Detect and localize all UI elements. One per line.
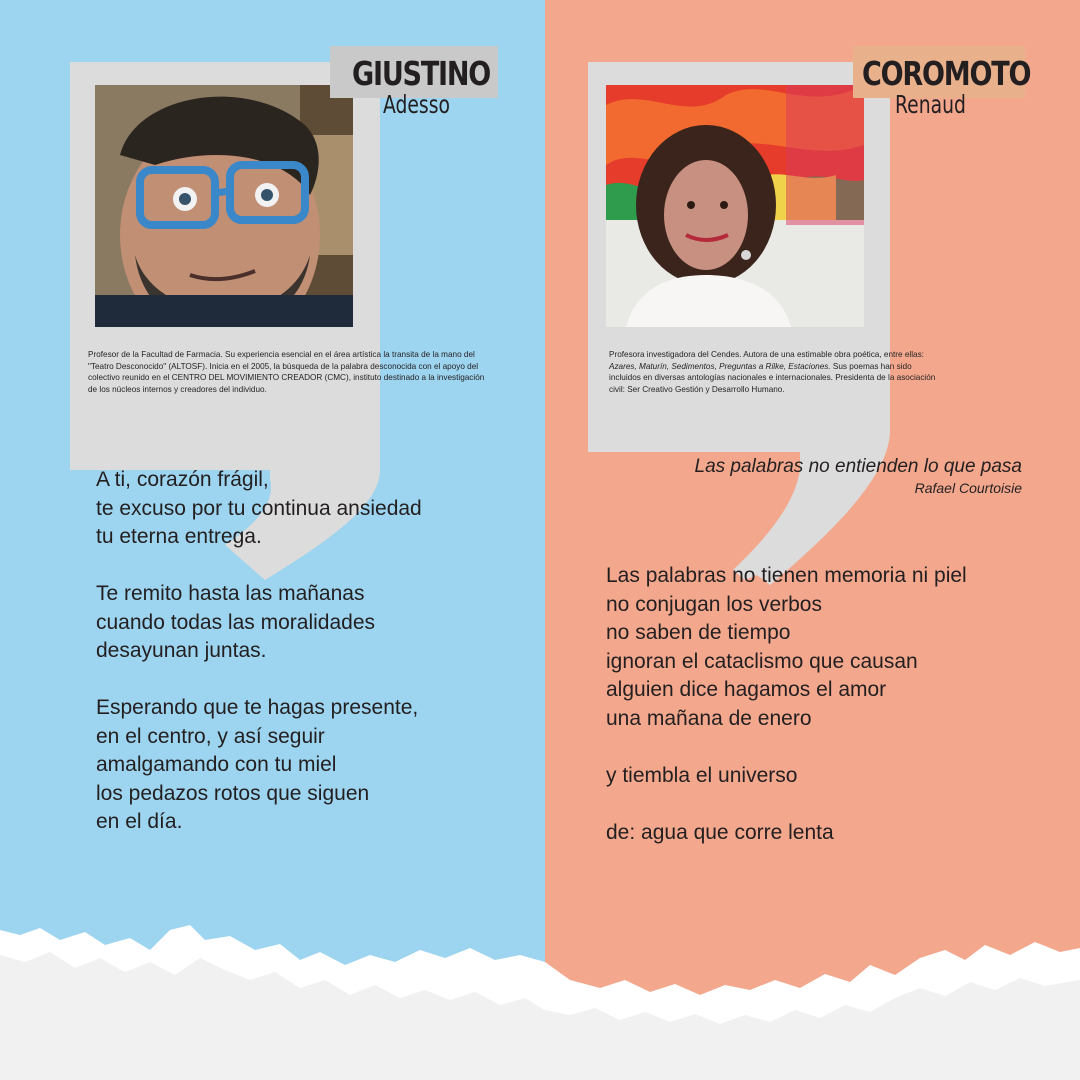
poem-stanza: [96, 694, 496, 837]
poem-line: los pedazos rotos que siguen: [96, 781, 370, 805]
author-photo-giustino: [95, 85, 353, 327]
bio-book-titles: Azares, Maturín, Sedimentos, Preguntas a Rilke, Estaciones.: [609, 361, 831, 371]
author-last-name: Renaud: [895, 90, 966, 119]
poem-line: una mañana de enero: [606, 706, 812, 730]
author-first-name: COROMOTO: [862, 54, 1031, 93]
bio-text: Sus poemas han sido incluidos en diversas antologías nacionales e internacionales. Presidenta de la asociación civil: Ser Creativo Gestión y Desarrollo Humano.: [609, 361, 936, 394]
bio-text: Profesora investigadora del Cendes. Autora de una estimable obra poética, entre ellas:: [609, 350, 924, 359]
author-bio: [609, 349, 939, 395]
poem-line: en el día.: [96, 810, 183, 833]
epigraph-title: Las palabras no entienden lo que pasa: [694, 456, 1022, 477]
poem-stanza: [606, 762, 1066, 791]
poem-line: desayunan juntas.: [96, 639, 267, 662]
author-photo-coromoto: [606, 85, 864, 327]
poem-stanza: [606, 562, 1066, 733]
poem-line: en el centro, y así seguir: [96, 724, 325, 748]
poem-right: [606, 562, 1066, 847]
poem-line: y tiembla el universo: [606, 763, 798, 787]
poem-stanza: [606, 819, 1066, 848]
poem-line: no saben de tiempo: [606, 621, 791, 644]
poem-line: cuando todas las moralidades: [96, 610, 376, 634]
author-first-name: GIUSTINO: [352, 54, 491, 93]
epigraph-author: Rafael Courtoisie: [914, 480, 1022, 496]
epigraph: [585, 455, 1022, 497]
poem-line: alguien dice hagamos el amor: [606, 678, 887, 701]
poem-line: amalgamando con tu miel: [96, 753, 337, 776]
author-bio: Profesor de la Facultad de Farmacia. Su experiencia esencial en el área artística la transita de la mano del "Teatro Desconocido" (ALTOSF). Inicia en el 2005, la búsqueda de la palabra desconocida con el apoyo del colectivo reunido en el CENTRO DEL MOVIMIENTO CREADOR (CMC), instituto destinado a la investigación de los núcleos internos y creadores del individuo.: [88, 350, 485, 394]
poem-line: A ti, corazón frágil,: [96, 468, 269, 491]
poem-line: ignoran el cataclismo que causan: [606, 649, 918, 673]
poem-line: no conjugan los verbos: [606, 592, 822, 616]
poem-line: te excuso por tu continua ansiedad: [96, 496, 422, 520]
poem-left: [96, 466, 496, 837]
poem-stanza: [96, 466, 496, 552]
author-last-name: Adesso: [383, 90, 450, 119]
poem-line: Te remito hasta las mañanas: [96, 582, 365, 605]
poem-line: tu eterna entrega.: [96, 525, 262, 548]
poem-line: Esperando que te hagas presente,: [96, 696, 419, 719]
poem-line: de: agua que corre lenta: [606, 820, 834, 844]
poem-stanza: [96, 580, 496, 666]
poem-line: Las palabras no tienen memoria ni piel: [606, 564, 967, 587]
torn-paper-edge: [0, 900, 1080, 1080]
